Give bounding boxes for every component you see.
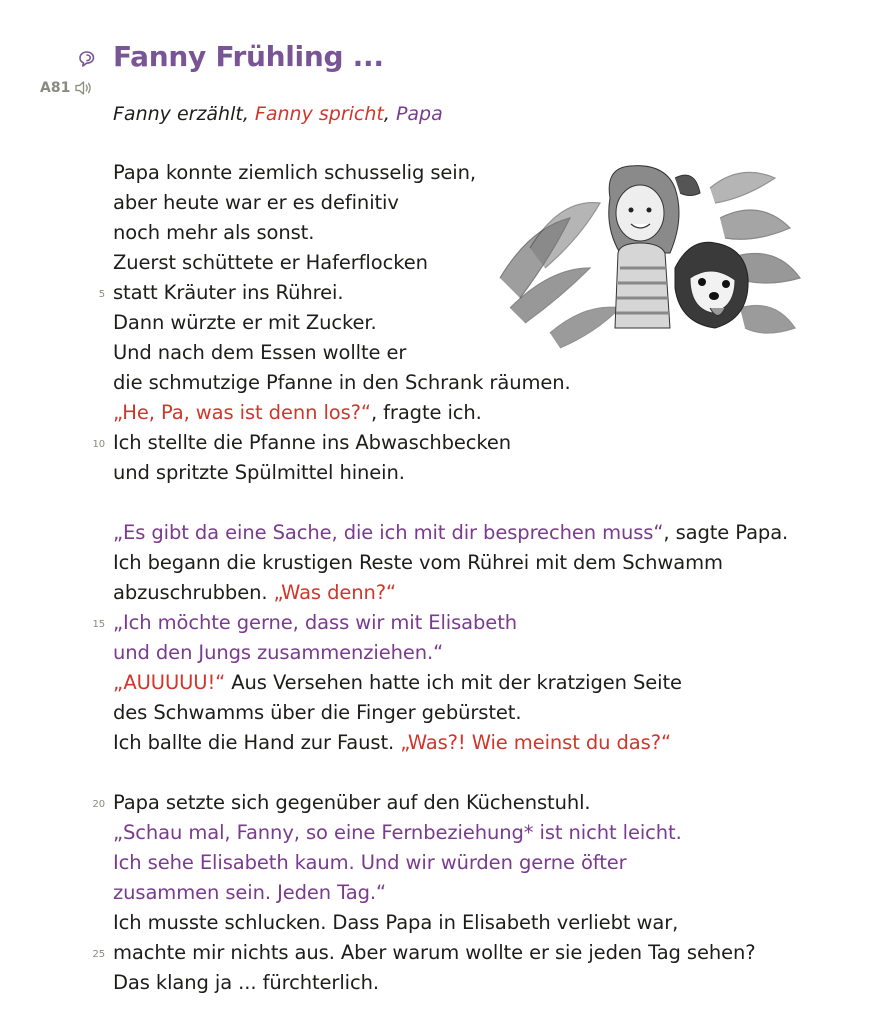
role-fanny: Fanny spricht: [254, 103, 384, 125]
line-number: 25: [92, 949, 105, 960]
narration-text: Papa konnte ziemlich schusselig sein,: [113, 161, 476, 184]
papa-speech: „Ich möchte gerne, dass wir mit Elisabeth: [113, 611, 518, 634]
story-line: [113, 458, 405, 488]
audio-reference[interactable]: [40, 80, 94, 96]
story-line: [113, 368, 571, 398]
line-number: 10: [92, 439, 105, 450]
page-title: Fanny Frühling ...: [113, 40, 384, 73]
papa-speech: „Schau mal, Fanny, so eine Fernbeziehung* ist nicht leicht.: [113, 821, 682, 844]
story-line: [113, 878, 386, 908]
story-line: [113, 188, 399, 218]
story-line: [113, 818, 682, 848]
girl-and-dog-illustration: [490, 158, 802, 358]
narration-text: machte mir nichts aus. Aber warum wollte er sie jeden Tag sehen?: [113, 941, 756, 964]
papa-speech: Ich sehe Elisabeth kaum. Und wir würden gerne öfter: [113, 851, 627, 874]
audio-code: A81: [40, 80, 71, 96]
narration-text: Ich begann die krustigen Reste vom Rührei mit dem Schwamm: [113, 551, 723, 574]
story-line: [92, 428, 512, 458]
narration-text: , sagte Papa.: [663, 521, 789, 544]
narration-text: Ich stellte die Pfanne ins Abwaschbecken: [113, 431, 512, 454]
story-line: [92, 608, 518, 638]
story-line: [98, 278, 344, 308]
narration-text: Aus Versehen hatte ich mit der kratzigen Seite: [225, 671, 682, 694]
role-papa: Papa: [395, 103, 443, 125]
story-line: [113, 728, 671, 758]
story-line: [113, 158, 476, 188]
narration-text: Papa setzte sich gegenüber auf den Küchenstuhl.: [113, 791, 591, 814]
story-line: [113, 548, 723, 578]
role-narrator: Fanny erzählt: [113, 103, 243, 125]
story-line: [113, 308, 377, 338]
narration-text: aber heute war er es definitiv: [113, 191, 399, 214]
speaker-roles: [113, 103, 443, 125]
narration-text: Ich musste schlucken. Dass Papa in Elisabeth verliebt war,: [113, 911, 679, 934]
story-line: [113, 248, 428, 278]
role-separator: ,: [242, 103, 255, 125]
speaker-icon: [74, 80, 94, 96]
papa-speech: zusammen sein. Jeden Tag.“: [113, 881, 386, 904]
narration-text: Das klang ja ... fürchterlich.: [113, 971, 379, 994]
story-line: [113, 698, 521, 728]
line-number: 15: [92, 619, 105, 630]
story-line: [113, 968, 379, 998]
story-line: [113, 398, 482, 428]
narration-text: , fragte ich.: [370, 401, 482, 424]
story-line: [113, 848, 627, 878]
line-number: 20: [92, 799, 105, 810]
story-line: [92, 938, 756, 968]
narration-text: Dann würzte er mit Zucker.: [113, 311, 377, 334]
narration-text: abzuschrubben.: [113, 581, 274, 604]
story-line: [113, 908, 678, 938]
narration-text: die schmutzige Pfanne in den Schrank räumen.: [113, 371, 571, 394]
fanny-speech: „Was?! Wie meinst du das?“: [400, 731, 671, 754]
narration-text: Ich ballte die Hand zur Faust.: [113, 731, 401, 754]
narration-text: Zuerst schüttete er Haferflocken: [113, 251, 428, 274]
story-line: [92, 788, 591, 818]
story-line: [113, 518, 788, 548]
story-line: [113, 338, 406, 368]
narration-text: Und nach dem Essen wollte er: [113, 341, 407, 364]
narration-text: noch mehr als sonst.: [113, 221, 315, 244]
speech-bubble-icon: [78, 50, 96, 68]
narration-text: statt Kräuter ins Rührei.: [113, 281, 344, 304]
fanny-speech: „He, Pa, was ist denn los?“: [113, 401, 371, 424]
papa-speech: „Es gibt da eine Sache, die ich mit dir besprechen muss“: [113, 521, 664, 544]
role-separator: ,: [383, 103, 396, 125]
story-line: [113, 218, 314, 248]
narration-text: des Schwamms über die Finger gebürstet.: [113, 701, 522, 724]
line-number: 5: [98, 289, 105, 300]
papa-speech: und den Jungs zusammenziehen.“: [113, 641, 444, 664]
fanny-speech: „AUUUUU!“: [113, 671, 226, 694]
narration-text: und spritzte Spülmittel hinein.: [113, 461, 405, 484]
fanny-speech: „Was denn?“: [273, 581, 397, 604]
story-line: [113, 578, 396, 608]
story-line: [113, 668, 682, 698]
story-line: [113, 638, 443, 668]
